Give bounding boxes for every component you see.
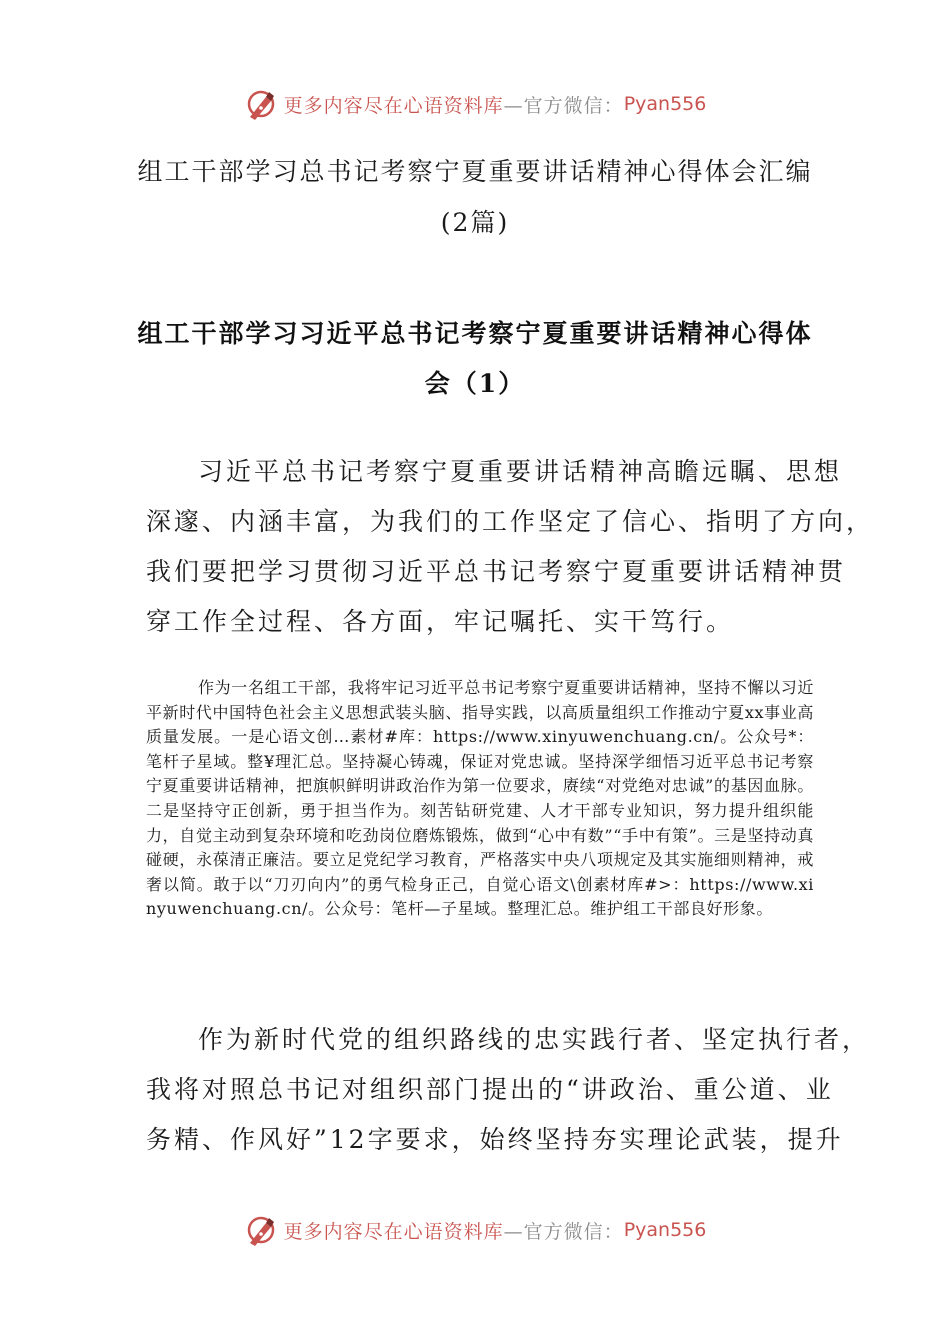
para1-line: 穿工作全过程、各方面，牢记嘱托、实干笃行。	[146, 607, 735, 636]
header-banner	[0, 82, 950, 126]
pen-nib-logo-icon	[244, 87, 278, 121]
para1-line: 我们要把学习贯彻习近平总书记考察宁夏重要讲话精神贯	[146, 557, 847, 586]
section-title-line2: 会（1）	[424, 369, 526, 398]
banner-gray-text: —官方微信：	[503, 1220, 624, 1243]
para3-line: 作为新时代党的组织路线的忠实践行者、坚定执行者，	[198, 1025, 871, 1054]
para3-line: 务精、作风好”12字要求，始终坚持夯实理论武装，提升	[146, 1125, 844, 1154]
banner-wechat-id: Pyan556	[623, 93, 707, 115]
document-title-line2: (2篇)	[440, 208, 510, 237]
banner-red-text: 更多内容尽在心语资料库	[283, 94, 504, 117]
section-title-line1: 组工干部学习习近平总书记考察宁夏重要讲话精神心得体	[137, 319, 813, 348]
para3-line: 我将对照总书记对组织部门提出的“讲政治、重公道、业	[146, 1075, 834, 1104]
para1-line: 习近平总书记考察宁夏重要讲话精神高瞻远瞩、思想	[198, 457, 843, 486]
pen-nib-logo-icon	[244, 1213, 278, 1247]
banner-gray-text: —官方微信：	[503, 94, 624, 117]
para2-small-text: 作为一名组工干部，我将牢记习近平总书记考察宁夏重要讲话精神，坚持不懈以习近平新时代中国特色社会主义思想武装头脑、指导实践，以高质量组织工作推动宁夏xx事业高质量发展。一是心语文创…素材#库：https://www.xinyuwenchuang.cn/。公众号*：笔杆子星域。整¥理汇总。坚持凝心铸魂，保证对党忠诚。坚持深学细悟习近平总书记考察宁夏重要讲话精神，把旗帜鲜明讲政治作为第一位要求，赓续“对党绝对忠诚”的基因血脉。二是坚持守正创新，勇于担当作为。刻苦钻研党建、人才干部专业知识，努力提升组织能力，自觉主动到复杂环境和吃劲岗位磨炼锻炼，做到“心中有数”“手中有策”。三是坚持动真碰硬，永葆清正廉洁。要立足党纪学习教育，严格落实中央八项规定及其实施细则精神，戒奢以简。敢于以“刀刃向内”的勇气检身正己，自觉心语文\创素材库#>：https://www.xinyuwenchuang.cn/。公众号：笔杆—子星域。整理汇总。维护组工干部良好形象。	[146, 678, 814, 919]
para1-line: 深邃、内涵丰富，为我们的工作坚定了信心、指明了方向，	[146, 507, 875, 536]
footer-banner	[0, 1208, 950, 1252]
banner-wechat-id: Pyan556	[623, 1219, 707, 1241]
banner-red-text: 更多内容尽在心语资料库	[283, 1220, 504, 1243]
document-title-line1: 组工干部学习总书记考察宁夏重要讲话精神心得体会汇编	[137, 157, 813, 186]
